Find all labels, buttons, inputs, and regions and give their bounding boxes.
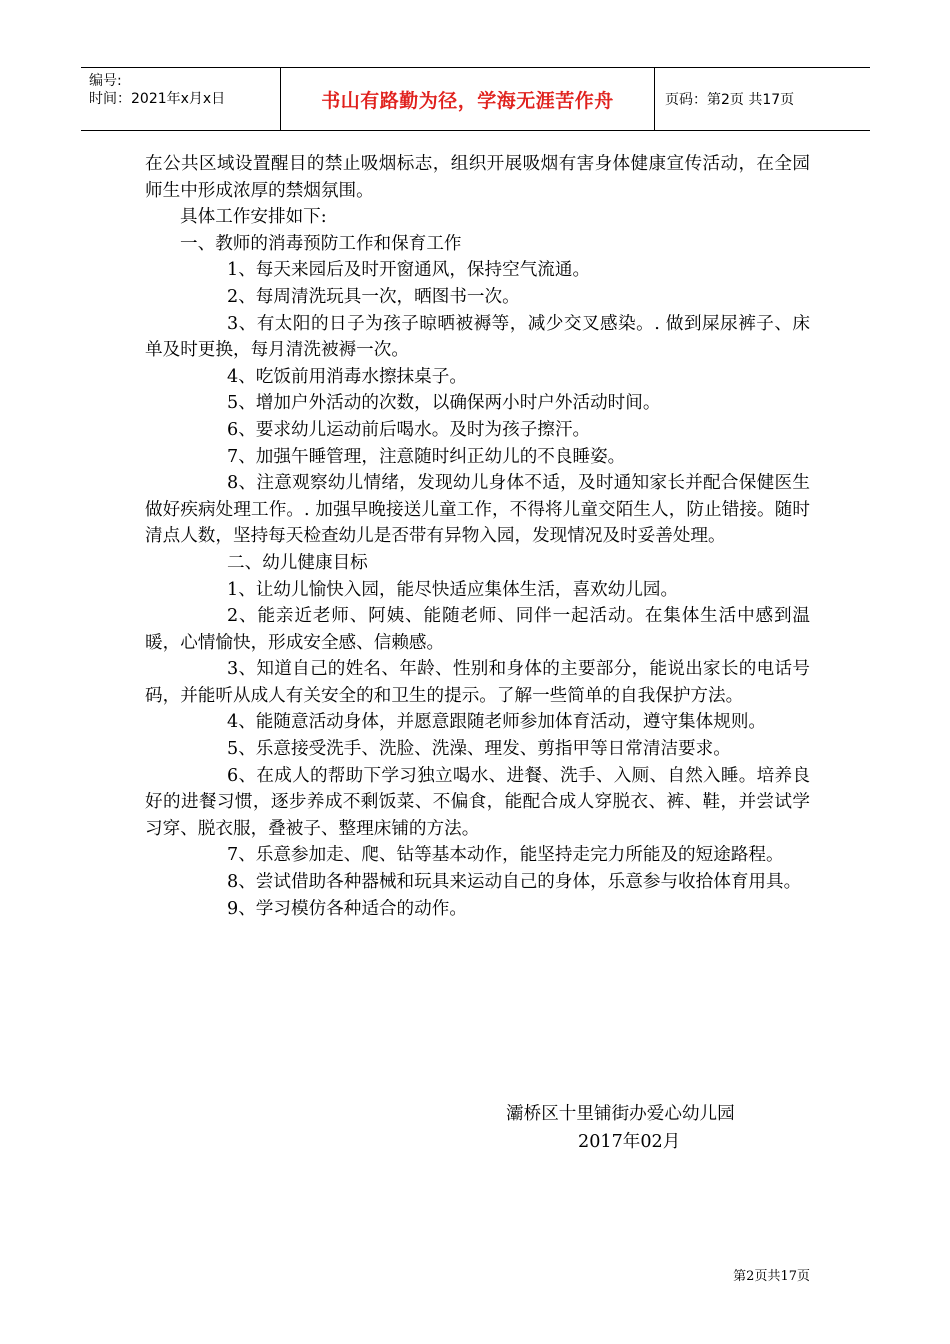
signature-org: 灞桥区十里铺街办爱心幼儿园 [506,1104,735,1124]
paragraph: 7、加强午睡管理，注意随时纠正幼儿的不良睡姿。 [227,446,626,467]
paragraph: 6、在成人的帮助下学习独立喝水、进餐、洗手、入厕、自然入睡。培养良好的进餐习惯，逐步养成不剩饭菜、不偏食，能配合成人穿脱衣、裤、鞋，并尝试学习穿、脱衣服，叠被子、整理床铺的方法。 [145,765,810,839]
paragraph: 6、要求幼儿运动前后喝水。及时为孩子擦汗。 [227,419,591,440]
signature-date: 2017年02月 [578,1132,681,1152]
time-label: 时间：2021年x月x日 [89,91,226,107]
header-meta [81,68,281,130]
paragraph: 具体工作安排如下: [180,207,327,228]
paragraph: 5、增加户外活动的次数，以确保两小时户外活动时间。 [227,393,661,414]
paragraph: 二、幼儿健康目标 [227,552,368,573]
paragraph: 7、乐意参加走、爬、钻等基本动作，能坚持走完力所能及的短途路程。 [227,845,784,866]
paragraph: 2、每周清洗玩具一次，晒图书一次。 [227,286,520,307]
paragraph: 8、注意观察幼儿情绪，发现幼儿身体不适，及时通知家长并配合保健医生做好疾病处理工作。. 加强早晚接送儿童工作，不得将儿童交陌生人，防止错接。随时清点人数，坚持每天检查幼儿是否带有异物入园，发现情况及时妥善处理。 [145,473,810,547]
paragraph: 9、学习模仿各种适合的动作。 [227,898,467,919]
signature-block [470,1100,810,1156]
page-header [81,67,870,131]
header-motto: 书山有路勤为径，学海无涯苦作舟 [281,68,655,130]
paragraph: 3、知道自己的姓名、年龄、性别和身体的主要部分，能说出家长的电话号码，并能听从成人有关安全的和卫生的提示。了解一些简单的自我保护方法。 [145,659,810,706]
paragraph: 4、能随意活动身体，并愿意跟随老师参加体育活动，遵守集体规则。 [227,712,767,733]
paragraph: 1、每天来园后及时开窗通风，保持空气流通。 [227,260,591,281]
paragraph: 1、让幼儿愉快入园，能尽快适应集体生活，喜欢幼儿园。 [227,579,679,600]
paragraph: 5、乐意接受洗手、洗脸、洗澡、理发、剪指甲等日常清洁要求。 [227,739,731,760]
number-label: 编号: [89,73,122,89]
header-page-label: 页码：第2页 共17页 [665,92,795,108]
document-body [145,151,810,922]
paragraph: 2、能亲近老师、阿姨、能随老师、同伴一起活动。在集体生活中感到温暖，心情愉快，形成安全感、信赖感。 [145,606,810,653]
paragraph: 4、吃饭前用消毒水擦抹桌子。 [227,366,467,387]
paragraph: 一、教师的消毒预防工作和保育工作 [180,233,462,254]
paragraph: 在公共区域设置醒目的禁止吸烟标志，组织开展吸烟有害身体健康宣传活动，在全园师生中形成浓厚的禁烟氛围。 [145,154,810,201]
paragraph: 3、有太阳的日子为孩子晾晒被褥等，减少交叉感染。. 做到屎尿裤子、床单及时更换，每月清洗被褥一次。 [145,313,810,361]
page-footer: 第2页共17页 [733,1269,810,1284]
paragraph: 8、尝试借助各种器械和玩具来运动自己的身体，乐意参与收拾体育用具。 [227,872,802,893]
